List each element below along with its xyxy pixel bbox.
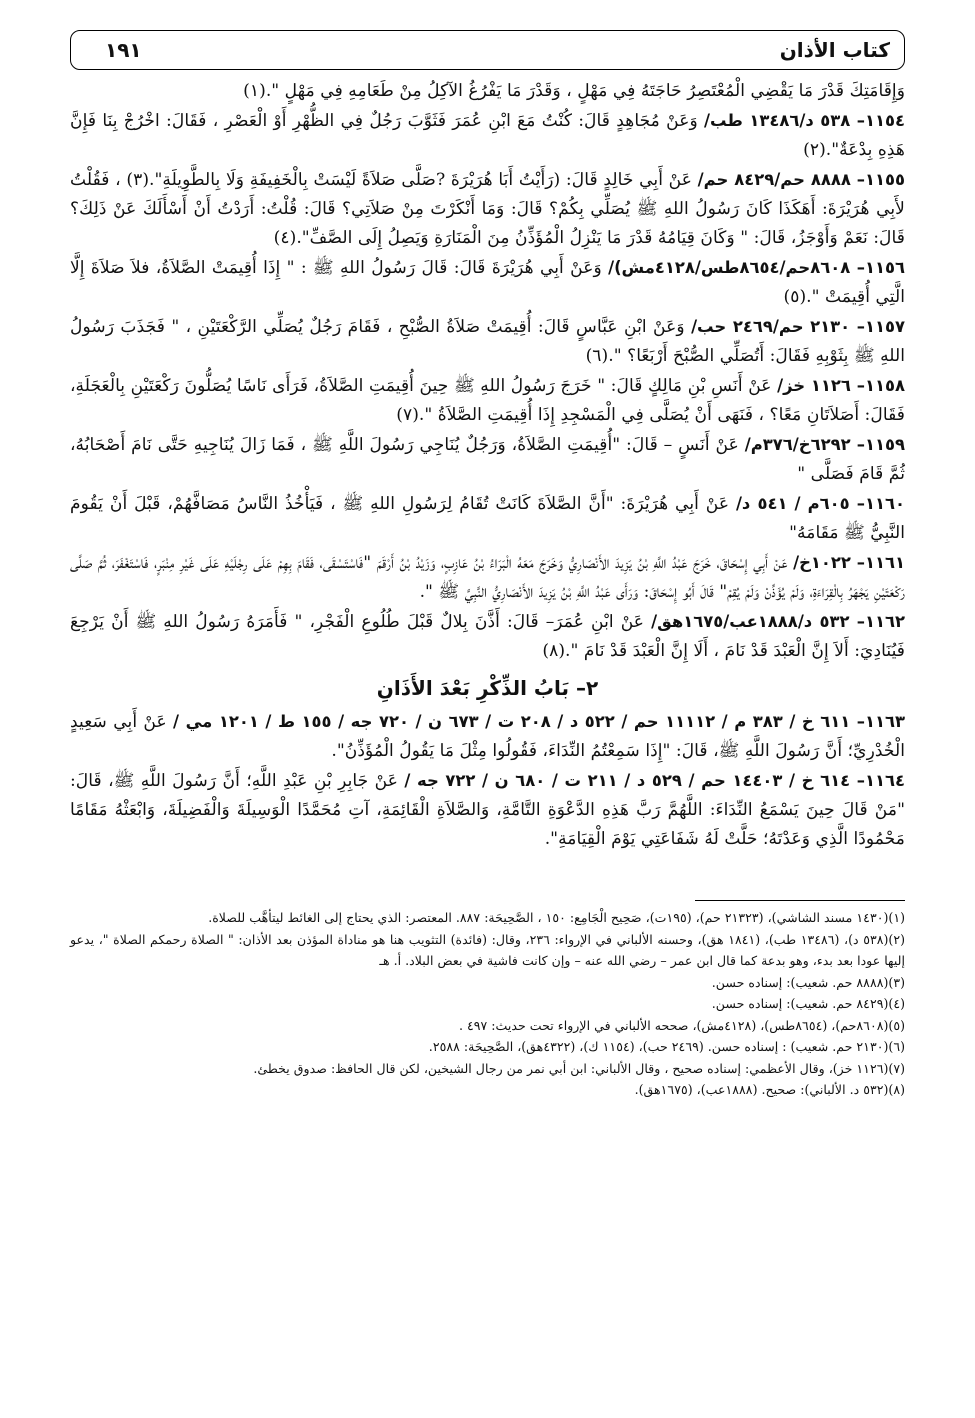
footnote: (٤)(٨٤٢٩ حم. شعيب): إسناده حسن. (711, 996, 905, 1011)
hadith-number: ١١٦٠– ٦٠٥م / ٥٤١ د/ (735, 494, 905, 513)
hadith-paragraph (70, 253, 905, 312)
hadith-number: ١١٥٤– ٥٣٨ د/١٣٤٨٦ طب/ (704, 111, 906, 130)
hadith-paragraph (70, 766, 905, 854)
hadith-text: وَعَنْ أَبِي هُرَيْرَةَ قَالَ: قَالَ رَسُولُ اللهِ ﷺ : " إِذَا أُقِيمَتْ الصَّلاَةُ، فلاَ صَلاَةَ إِلَّا الَّتِي أُقِيمَتْ ".(٥) (70, 258, 905, 307)
hadith-text: عَنْ جَابِرِ بْنِ عَبْدِ اللَّهِ؛ أَنَّ رَسُولَ اللَّهِ ﷺ، قَالَ: "مَنْ قَالَ حِينَ يَسْمَعُ النِّدَاءَ: اللَّهُمَّ رَبَّ هَذِهِ الدَّعْوَةِ التَّامَّةِ، وَالصَّلاَةِ الْقَائِمَةِ، آتِ مُحَمَّدًا الْوَسِيلَةَ وَالْفَضِيلَةَ، وَابْعَثْهُ مَقَامًا مَحْمُودًا الَّذِي وَعَدْتَهُ؛ حَلَّتْ لَهُ شَفَاعَتِي يَوْمَ الْقِيَامَةِ". (70, 771, 905, 849)
page-header (70, 30, 905, 70)
hadith-number: ١١٥٩– ٦٢٩٢خ/٣٧٦م/ (744, 435, 905, 454)
footnote: (٦)(٢١٣٠ حم. شعيب) : إسناده حسن. (٢٤٦٩ حب)، (١١٥٤ ك)، (٤٣٢٢هق)، الصَّحِيحَة: ٢٥٨٨. (428, 1039, 905, 1054)
footnote: (٨)(٥٣٢ د. الألباني): صحيح. (١٨٨٨عب)، (١٦٧٥هق). (634, 1082, 905, 1097)
footnotes (70, 907, 905, 1101)
hadith-paragraph (70, 430, 905, 489)
hadith-number: ١١٥٥– ٨٨٨٨ حم/٨٤٢٩ حم/ (697, 170, 905, 189)
footnote: (٧)(١١٢٦ خز)، وقال الأعظمي: إسناده صحيح ، وقال الألباني: ابن أبي نمر من رجال الشيخين، لكن قال الحافظ: صدوق يخطئ. (253, 1060, 905, 1076)
hadith-text: عَنْ ابْنِ عُمَرَ– قَالَ: أَذَّنَ بِلالٌ قَبْلَ طُلُوعِ الْفَجْرِ، " فَأَمَرَهُ رَسُولُ اللهِ ﷺ أَنْ يَرْجِعَ فَيُنَادِيَ: أَلاَ إِنَّ الْعَبْدَ قَدْ نَامَ ، أَلَا إِنَّ الْعَبْدَ قَدْ نَامَ ".(٨) (70, 612, 905, 661)
hadith-number: ١١٦٢– ٥٣٢ د/١٨٨٨عب/١٦٧٥هق/ (651, 612, 906, 631)
hadith-text: عَنْ أَنَسٍ – قَالَ: "أُقِيمَتِ الصَّلاَةُ، وَرَجُلٌ يُنَاجِي رَسُولَ اللَّهِ ﷺ ، فَمَا زَالَ يُنَاجِيهِ حَتَّى نَامَ أَصْحَابُهُ، ثُمَّ قَامَ فَصَلَّى " (70, 435, 905, 484)
footnote: (٣)(٨٨٨٨ حم. شعيب): إسناده حسن. (711, 974, 905, 990)
hadith-text: عَنْ أَبِي سَعِيدٍ الْخُدْرِيِّ؛ أَنَّ رَسُولَ اللَّهِ ﷺ، قَالَ: "إِذَا سَمِعْتُمُ النِّدَاءَ، فَقُولُوا مِثْلَ مَا يَقُولُ الْمُؤَذِّنُ". (70, 712, 905, 761)
hadith-text: عَنْ أَنَسِ بْنِ مَالِكٍ قَالَ: " خَرَجَ رَسُولُ اللهِ ﷺ حِينَ أُقِيمَتِ الصَّلاَةُ، فَرَأَى نَاسًا يُصَلُّونَ رَكْعَتَيْنِ بِالْعَجَلَةِ، فَقَالَ: أَصَلاَتَانِ مَعًا؟ ، فَنَهَى أَنْ يُصَلَّى فِي الْمَسْجِدِ إِذَا أُقِيمَتِ الصَّلاَةُ ".(٧) (70, 376, 905, 425)
page (70, 30, 905, 1101)
hadith-number: ١١٥٧– ٢١٣٠ حم/٢٤٦٩ حب/ (691, 317, 905, 336)
footnote: (٥)(٨٦٠٨حم)، (٨٦٥٤طس)، (٤١٢٨مش)، صححه الألباني في الإرواء تحت حديث: ٤٩٧ . (458, 1017, 905, 1033)
hadith-number: ١١٦٤– ٦١٤ خ / ١٤٤٠٣ حم / ٥٢٩ د / ٢١١ ت / ٦٨٠ ن / ٧٢٢ جه / (404, 771, 905, 790)
page-number: ١٩١ (105, 38, 142, 62)
hadith-paragraph (70, 548, 905, 607)
hadith-paragraph (70, 312, 905, 371)
hadith-number: ١١٥٨– ١١٢٦ خز/ (777, 376, 905, 395)
hadith-text: وَإِقَامَتِكَ قَدْرَ مَا يَقْضِي الْمُعْتَصِرُ حَاجَتَهُ فِي مَهْلٍ ، وَقَدْرَ مَا يَفْرُغُ الآكِلُ مِنْ طَعَامِهِ فِي مَهْلٍ ".(١) (243, 81, 905, 101)
hadith-paragraph (70, 106, 905, 165)
hadith-paragraph (70, 371, 905, 430)
footnote: (١)(١٤٣٠ مسند الشاشي)، (٢١٣٢٣ حم)، (١٩٥ت)، صَحِيح الْجَامِع: ١٥٠ ، الصَّحِيحَة: ٨٨٧. المعتصر: الذي يحتاج إلى الغائط ليتأهَّب للصلاة. (208, 910, 905, 925)
footnote: (٢)(٥٣٨ د)، (١٣٤٨٦ طب)، (١٨٤١ هق)، وحسنه الألباني في الإرواء: ٢٣٦، وقال: (فائدة) التثويب هنا هو مناداة المؤذن بعد الأذان: " الصلاة رحمكم الصلاة "، يدعو إليها عودا بعد بدء، وهو بدعة كما قال ابن عمر – رضي الله عنه – وإن كانت فاشية في بعض البلاد. أ. هـ (70, 931, 905, 968)
main-text (70, 76, 905, 854)
hadith-text: عَنْ أَبِي هُرَيْرَةَ: "أَنَّ الصَّلاَةَ كَانَتْ تُقَامُ لِرَسُولِ اللهِ ﷺ ، فَيَأْخُذُ النَّاسُ مَصَافَّهُمْ، قَبْلَ أَنْ يَقُومَ النَّبِيُّ ﷺ مَقَامَهُ" (70, 494, 905, 543)
hadith-text: وَعَنْ ابْنِ عَبَّاسٍ قَالَ: أُقِيمَتْ صَلاَةُ الصُّبْحِ ، فَقَامَ رَجُلٌ يُصَلِّي الرَّكْعَتَيْنِ ، " فَجَذَبَ رَسُولُ اللهِ ﷺ بِثَوْبِهِ فَقَالَ: أَتُصَلِّي الصُّبْحَ أَرْبَعًا؟ ".(٦) (70, 317, 905, 366)
hadith-number: ١١٦١– ١٠٢٢خ/ (793, 553, 905, 572)
hadith-number: ١١٥٦– ٨٦٠٨حم/٨٦٥٤طس/٤١٢٨مش)/ (608, 258, 906, 277)
hadith-paragraph (70, 607, 905, 666)
hadith-paragraph (70, 489, 905, 548)
hadith-text: عَنْ أَبِي إِسْحَاقَ، خَرَجَ عَبْدُ اللَّهِ بْنُ يَزِيدَ الأَنْصَارِيُّ وَخَرَجَ مَعَهُ الْبَرَاءُ بْنُ عَازِبٍ، وَزَيْدُ بْنُ أَرْقَمَ "فَاسْتَسْقَى، فَقَامَ بِهِمْ عَلَى رِجْلَيْهِ عَلَى غَيْرِ مِنْبَرٍ، فَاسْتَغْفَرَ، ثُمَّ صَلَّى رَكْعَتَيْنِ يَجْهَرُ بِالْقِرَاءَةِ، وَلَمْ يُؤَذِّنْ وَلَمْ يُقِمْ" قَالَ أَبُو إِسْحَاقَ: وَرَأَى عَبْدُ اللَّهِ بْنُ يَزِيدَ الأَنْصَارِيُّ النَّبِيَّ ﷺ ". (70, 553, 905, 602)
chapter-title: ٢– بَابُ الذِّكْرِ بَعْدَ الأَذَانِ (376, 676, 599, 700)
book-title: كتاب الأذان (779, 38, 890, 62)
hadith-paragraph (70, 165, 905, 253)
hadith-text: عَنْ أَبِي خَالِدٍ قَالَ: (رَأَيْتُ أَبَا هُرَيْرَةَ ?صَلَّى صَلاَةً لَيْسَتْ بِالْخَفِيفَةِ وَلَا بِالطَّوِيلَةِ".(٣) ، فَقُلْتُ لأَبِي هُرَيْرَةَ: أَهَكَذَا كَانَ رَسُولُ اللهِ ﷺ يُصَلِّي بِكُمْ؟ قَالَ: وَمَا أَنْكَرْتَ مِنْ صَلاَتِي؟ قَالَ: قُلْتُ: أَرَدْتُ أَنْ أَسْأَلَكَ عَنْ ذَلِكَ؟ قَالَ: نَعَمْ وَأَوْجَزُ، قَالَ: " وَكَانَ قِيَامُهُ قَدْرَ مَا يَنْزِلُ الْمُؤَذِّنُ مِنَ الْمَنَارَةِ وَيَصِلُ إِلَى الصَّفِّ".(٤) (70, 170, 905, 248)
footnote-divider (695, 900, 905, 901)
hadith-text: وَعَنْ مُجَاهِدٍ قَالَ: كُنْتُ مَعَ ابْنِ عُمَرَ فَثَوَّبَ رَجُلٌ فِي الظُّهْرِ أَوْ الْعَصْرِ ، فَقَالَ: اخْرُجْ بِنَا فَإِنَّ هَذِهِ بِدْعَةٌ".(٢) (70, 111, 905, 160)
hadith-paragraph (70, 76, 905, 106)
hadith-number: ١١٦٣– ٦١١ خ / ٣٨٣ م / ١١١١٢ حم / ٥٢٢ د / ٢٠٨ ت / ٦٧٣ ن / ٧٢٠ جه / ١٥٥ ط / ١٢٠١ مي / (173, 712, 906, 731)
hadith-paragraph (70, 707, 905, 766)
